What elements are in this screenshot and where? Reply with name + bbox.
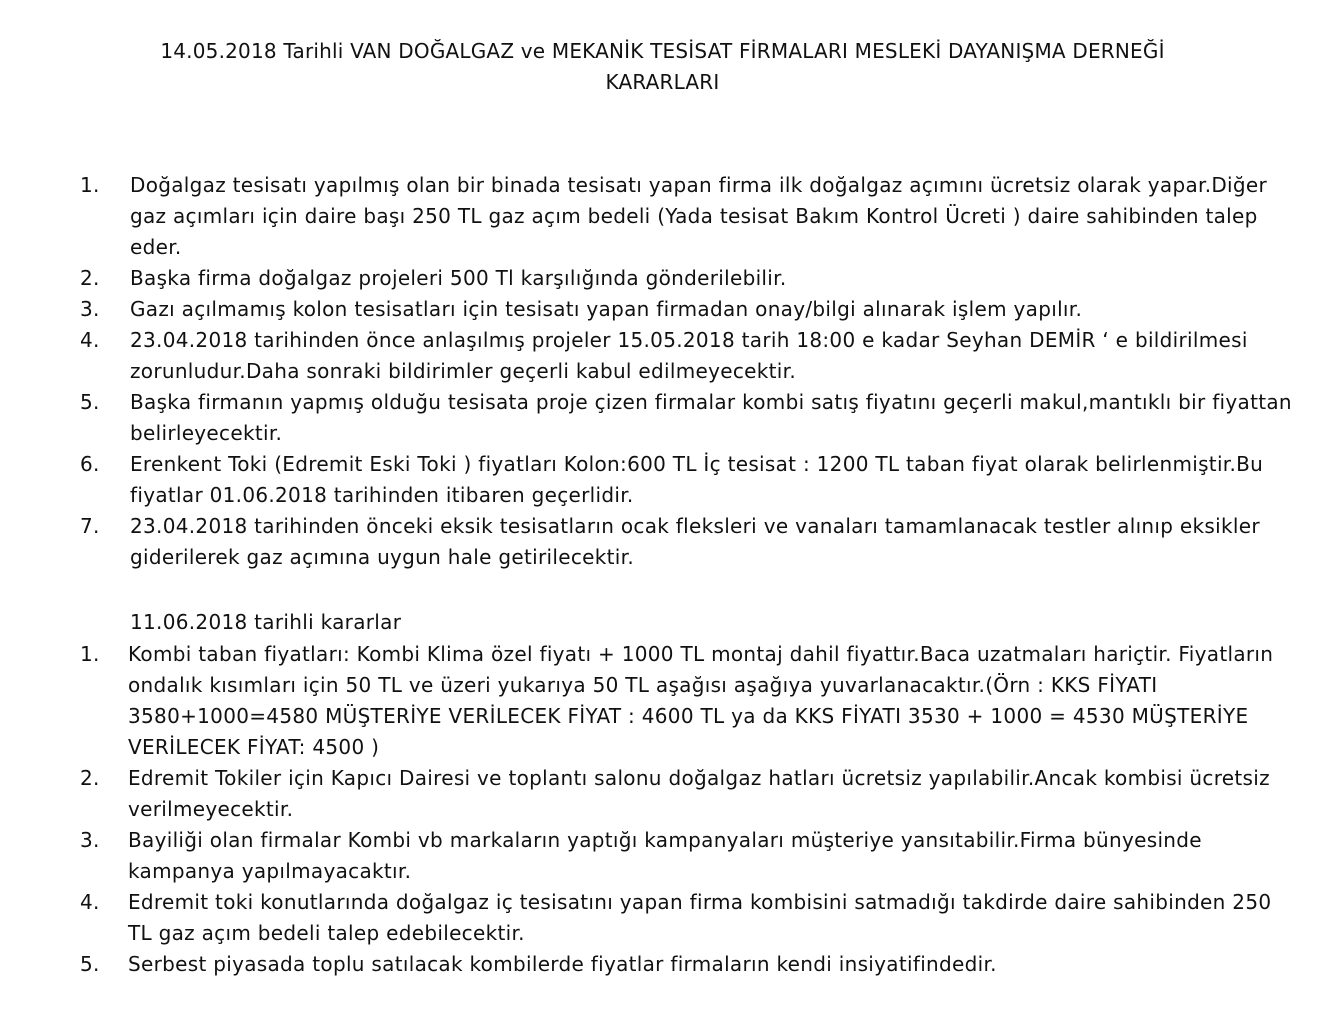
- list-item: [0, 763, 1293, 825]
- decision-list-2018-06-11: [0, 639, 1293, 980]
- decision-list-2018-05-14: [0, 170, 1295, 573]
- item-number: 5.: [80, 952, 100, 976]
- item-number: 4.: [80, 328, 100, 352]
- list-item: [0, 887, 1293, 949]
- list-item: [0, 263, 1295, 294]
- list-item: [0, 170, 1295, 263]
- item-text: Edremit toki konutlarında doğalgaz iç tesisatını yapan firma kombisini satmadığı takdirde daire sahibinden 250 TL gaz açım bedeli talep edebilecektir.: [128, 890, 1272, 945]
- section-subheading: 11.06.2018 tarihli kararlar: [130, 610, 402, 634]
- document-title: [0, 36, 1325, 98]
- item-text: Bayiliği olan firmalar Kombi vb markaların yaptığı kampanyaları müşteriye yansıtabilir.Firma bünyesinde kampanya yapılmayacaktır.: [128, 828, 1202, 883]
- list-item: [0, 294, 1295, 325]
- item-text: Edremit Tokiler için Kapıcı Dairesi ve toplantı salonu doğalgaz hatları ücretsiz yapılabilir.Ancak kombisi ücretsiz verilmeyecektir.: [128, 766, 1270, 821]
- item-text: Başka firmanın yapmış olduğu tesisata proje çizen firmalar kombi satış fiyatını geçerli makul,mantıklı bir fiyattan belirleyecektir.: [130, 390, 1292, 445]
- item-number: 5.: [80, 390, 100, 414]
- item-text: Doğalgaz tesisatı yapılmış olan bir binada tesisatı yapan firma ilk doğalgaz açımını ücretsiz olarak yapar.Diğer gaz açımları için daire başı 250 TL gaz açım bedeli (Yada tesisat Bakım Kontrol Ücreti ) daire sahibinden talep eder.: [130, 173, 1268, 259]
- item-number: 3.: [80, 828, 100, 852]
- item-number: 1.: [80, 642, 100, 666]
- title-line-1: 14.05.2018 Tarihli VAN DOĞALGAZ ve MEKANİK TESİSAT FİRMALARI MESLEKİ DAYANIŞMA DERNEĞİ: [160, 39, 1165, 63]
- list-item: [0, 325, 1295, 387]
- item-number: 6.: [80, 452, 100, 476]
- item-text: Erenkent Toki (Edremit Eski Toki ) fiyatları Kolon:600 TL İç tesisat : 1200 TL taban fiyat olarak belirlenmiştir.Bu fiyatlar 01.06.2018 tarihinden itibaren geçerlidir.: [130, 452, 1264, 507]
- item-text: Serbest piyasada toplu satılacak kombilerde fiyatlar firmaların kendi insiyatifindedir.: [128, 952, 997, 976]
- list-item: [0, 639, 1293, 763]
- title-line-2: KARARLARI: [605, 70, 720, 94]
- item-text: Gazı açılmamış kolon tesisatları için tesisatı yapan firmadan onay/bilgi alınarak işlem yapılır.: [130, 297, 1083, 321]
- item-number: 3.: [80, 297, 100, 321]
- list-item: [0, 949, 1293, 980]
- item-number: 4.: [80, 890, 100, 914]
- item-text: 23.04.2018 tarihinden önceki eksik tesisatların ocak fleksleri ve vanaları tamamlanacak testler alınıp eksikler giderilerek gaz açımına uygun hale getirilecektir.: [130, 514, 1260, 569]
- item-number: 2.: [80, 266, 100, 290]
- list-item: [0, 449, 1295, 511]
- item-number: 7.: [80, 514, 100, 538]
- item-number: 1.: [80, 173, 100, 197]
- item-text: Kombi taban fiyatları: Kombi Klima özel fiyatı + 1000 TL montaj dahil fiyattır.Baca uzatmaları hariçtir. Fiyatların ondalık kısımları için 50 TL ve üzeri yukarıya 50 TL aşağısı aşağıya yuvarlanacaktır.(Örn : KKS FİYATI 3580+1000=4580 MÜŞTERİYE VERİLECEK FİYAT : 4600 TL ya da KKS FİYATI 3530 + 1000 = 4530 MÜŞTERİYE VERİLECEK FİYAT: 4500 ): [128, 642, 1274, 759]
- list-item: [0, 825, 1293, 887]
- item-text: Başka firma doğalgaz projeleri 500 Tl karşılığında gönderilebilir.: [130, 266, 787, 290]
- item-text: 23.04.2018 tarihinden önce anlaşılmış projeler 15.05.2018 tarih 18:00 e kadar Seyhan DEMİR ‘ e bildirilmesi zorunludur.Daha sonraki bildirimler geçerli kabul edilmeyecektir.: [130, 328, 1248, 383]
- list-item: [0, 387, 1295, 449]
- item-number: 2.: [80, 766, 100, 790]
- list-item: [0, 511, 1295, 573]
